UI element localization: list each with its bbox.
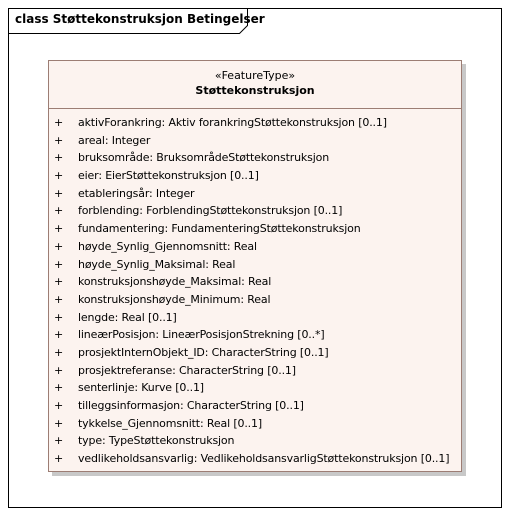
attribute-text: lengde: Real [0..1] [78, 310, 177, 324]
attribute-text: fundamentering: FundamenteringStøttekonstruksjon [78, 222, 361, 236]
attribute-row[interactable] [49, 185, 461, 203]
visibility-marker: + [54, 275, 64, 289]
attribute-text: konstruksjonshøyde_Maksimal: Real [78, 275, 272, 289]
attribute-row[interactable] [49, 415, 461, 433]
diagram-frame-tab [8, 8, 265, 34]
attribute-text: prosjektreferanse: CharacterString [0..1] [78, 363, 296, 377]
attribute-row[interactable] [49, 114, 461, 132]
visibility-marker: + [54, 239, 64, 253]
visibility-marker: + [54, 434, 64, 448]
attribute-text: senterlinje: Kurve [0..1] [78, 381, 204, 395]
visibility-marker: + [54, 116, 64, 129]
attribute-list [49, 109, 461, 468]
attribute-row[interactable] [49, 450, 461, 468]
visibility-marker: + [54, 452, 64, 466]
class-stereotype: «FeatureType» [214, 69, 296, 82]
attribute-text: tilleggsinformasjon: CharacterString [0..1] [78, 399, 304, 412]
visibility-marker: + [54, 169, 64, 183]
attribute-row[interactable] [49, 149, 461, 167]
class-header [49, 61, 461, 109]
attribute-row[interactable] [49, 326, 461, 344]
visibility-marker: + [54, 222, 64, 236]
attribute-text: vedlikeholdsansvarlig: VedlikeholdsansvarligStøttekonstruksjon [0..1] [78, 452, 450, 466]
visibility-marker: + [54, 186, 64, 200]
attribute-text: bruksområde: BruksområdeStøttekonstruksjon [78, 151, 330, 165]
visibility-marker: + [54, 310, 64, 324]
class-name: Støttekonstruksjon [195, 84, 315, 97]
attribute-text: forblending: ForblendingStøttekonstruksjon [0..1] [78, 204, 343, 218]
visibility-marker: + [54, 292, 64, 306]
attribute-row[interactable] [49, 256, 461, 274]
attribute-text: etableringsår: Integer [78, 186, 195, 200]
attribute-text: aktivForankring: Aktiv forankringStøttekonstruksjon [0..1] [78, 116, 387, 129]
attribute-text: prosjektInternObjekt_ID: CharacterString [0..1] [78, 345, 329, 359]
attribute-text: høyde_Synlig_Maksimal: Real [78, 257, 236, 271]
attribute-text: lineærPosisjon: LineærPosisjonStrekning [0..*] [78, 328, 325, 342]
attribute-row[interactable] [49, 344, 461, 362]
visibility-marker: + [54, 399, 64, 412]
visibility-marker: + [54, 416, 64, 430]
attribute-row[interactable] [49, 273, 461, 291]
attribute-row[interactable] [49, 362, 461, 380]
attribute-row[interactable] [49, 220, 461, 238]
attribute-row[interactable] [49, 379, 461, 397]
visibility-marker: + [54, 133, 64, 147]
attribute-row[interactable] [49, 167, 461, 185]
attribute-row[interactable] [49, 291, 461, 309]
attribute-row[interactable] [49, 202, 461, 220]
visibility-marker: + [54, 363, 64, 377]
attribute-row[interactable] [49, 309, 461, 327]
attribute-text: type: TypeStøttekonstruksjon [78, 434, 235, 448]
visibility-marker: + [54, 328, 64, 342]
attribute-text: høyde_Synlig_Gjennomsnitt: Real [78, 239, 257, 253]
visibility-marker: + [54, 345, 64, 359]
attribute-text: areal: Integer [78, 133, 151, 147]
attribute-row[interactable] [49, 238, 461, 256]
attribute-text: eier: EierStøttekonstruksjon [0..1] [78, 169, 259, 183]
attribute-text: tykkelse_Gjennomsnitt: Real [0..1] [78, 416, 263, 430]
attribute-row[interactable] [49, 132, 461, 150]
diagram-title: class Støttekonstruksjon Betingelser [15, 12, 265, 26]
visibility-marker: + [54, 381, 64, 395]
class-stottekonstruksjon[interactable] [48, 60, 462, 472]
visibility-marker: + [54, 257, 64, 271]
visibility-marker: + [54, 151, 64, 165]
attribute-row[interactable] [49, 397, 461, 415]
attribute-row[interactable] [49, 432, 461, 450]
visibility-marker: + [54, 204, 64, 218]
attribute-text: konstruksjonshøyde_Minimum: Real [78, 292, 271, 306]
